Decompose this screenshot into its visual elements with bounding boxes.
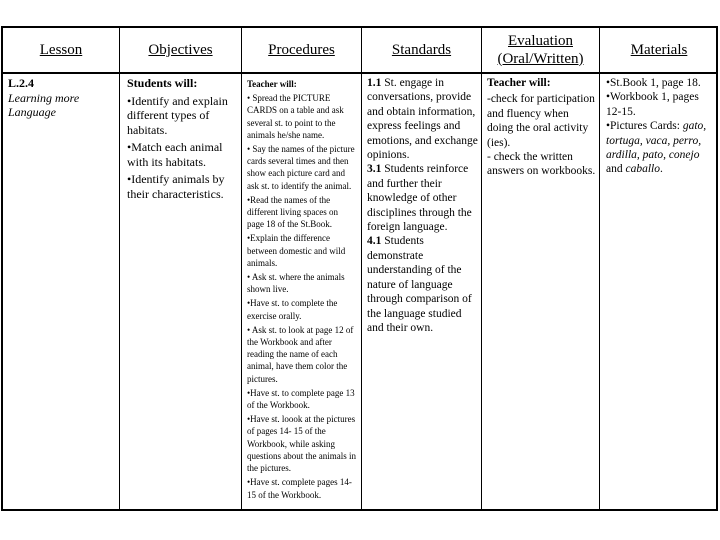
evaluation-cell: [487, 76, 597, 509]
standard-1-text: St. engage in conversations, provide and obtain information, express feelings and emotions, and exchange opinions.: [367, 77, 478, 162]
procedure-item: •Read the names of the different living spaces on page 18 of the St.Book.: [247, 194, 339, 230]
procedure-item: •Have st. complete pages 14-15 of the Workbook.: [247, 477, 352, 500]
material-pictures-prefix: •Pictures Cards:: [606, 120, 683, 133]
procedure-item: •Have st. to complete the exercise orally.: [247, 298, 338, 321]
objectives-intro: Students will:: [127, 76, 198, 90]
procedure-item: •Have st. to complete page 13 of the Workbook.: [247, 387, 355, 411]
procedures-intro: Teacher will:: [247, 79, 297, 89]
procedure-item: •Have st. loook at the pictures of pages 14- 15 of the Workbook, while asking questions about the animals in the pictures.: [247, 414, 356, 474]
material-pictures-end: .: [659, 163, 663, 176]
procedure-item: • Ask st. where the animals shown live.: [247, 272, 345, 295]
column-divider: [119, 28, 120, 509]
material-pictures-last: caballo: [625, 163, 660, 176]
header-standards: Standards: [391, 42, 452, 58]
materials-cell: [606, 76, 716, 509]
header-materials: Materials: [630, 42, 688, 58]
header-evaluation: [482, 28, 599, 72]
column-divider: [599, 28, 600, 509]
material-pictures-and: and: [606, 163, 626, 176]
standard-3: [367, 234, 479, 335]
column-divider: [241, 28, 242, 509]
material-item: •St.Book 1, page 18.: [606, 77, 701, 89]
standards-cell: [367, 76, 479, 509]
objective-item: •Identify animals by their characteristics.: [127, 172, 225, 201]
standard-1: [367, 76, 479, 162]
objectives-cell: [127, 76, 237, 509]
procedure-item: • Say the names of the picture cards several times and then show each picture card and ask st. to identify the animal.: [247, 144, 355, 191]
standard-2: [367, 162, 479, 234]
column-divider: [481, 28, 482, 509]
material-pictures-list: gato, tortuga, vaca, perro, ardilla, pato, conejo: [606, 120, 707, 162]
procedure-item: • Spread the PICTURE CARDS on a table and ask several st. to point to the animals he/she name.: [247, 93, 344, 140]
lesson-plan-table: [1, 26, 718, 511]
objective-item: •Identify and explain different types of habitats.: [127, 93, 228, 137]
evaluation-intro: Teacher will:: [487, 77, 551, 89]
lesson-title: Learning more Language: [8, 90, 80, 119]
standard-3-number: 4.1: [367, 235, 382, 248]
material-item-pictures: [606, 119, 716, 177]
standard-1-number: 1.1: [367, 77, 382, 89]
header-evaluation-line2: (Oral/Written): [497, 51, 584, 67]
header-procedures: Procedures: [268, 42, 335, 58]
column-divider: [361, 28, 362, 509]
header-objectives: Objectives: [148, 42, 213, 58]
evaluation-item: - check the written answers on workbooks.: [487, 151, 596, 178]
standard-2-number: 3.1: [367, 163, 382, 176]
procedure-item: •Explain the difference between domestic and wild animals.: [247, 233, 346, 268]
lesson-code: L.2.4: [8, 76, 35, 90]
standard-3-text: Students demonstrate understanding of the nature of language through comparison of the language studied and their own.: [367, 235, 472, 334]
standard-2-text: Students reinforce and further their knowledge of other disciplines through the foreign language.: [367, 163, 472, 234]
lesson-cell: [8, 76, 116, 509]
material-item: •Workbook 1, pages 12-15.: [606, 91, 699, 118]
procedures-cell: [247, 78, 357, 509]
header-lesson: Lesson: [39, 42, 83, 58]
objective-item: •Match each animal with its habitats.: [127, 140, 223, 169]
header-evaluation-line1: Evaluation: [508, 33, 573, 49]
evaluation-item: -check for participation and fluency when doing the oral activity (ies).: [487, 93, 595, 149]
procedure-item: • Ask st. to look at page 12 of the Workbook and after reading the name of each animal, have them color the pictures.: [247, 324, 354, 384]
